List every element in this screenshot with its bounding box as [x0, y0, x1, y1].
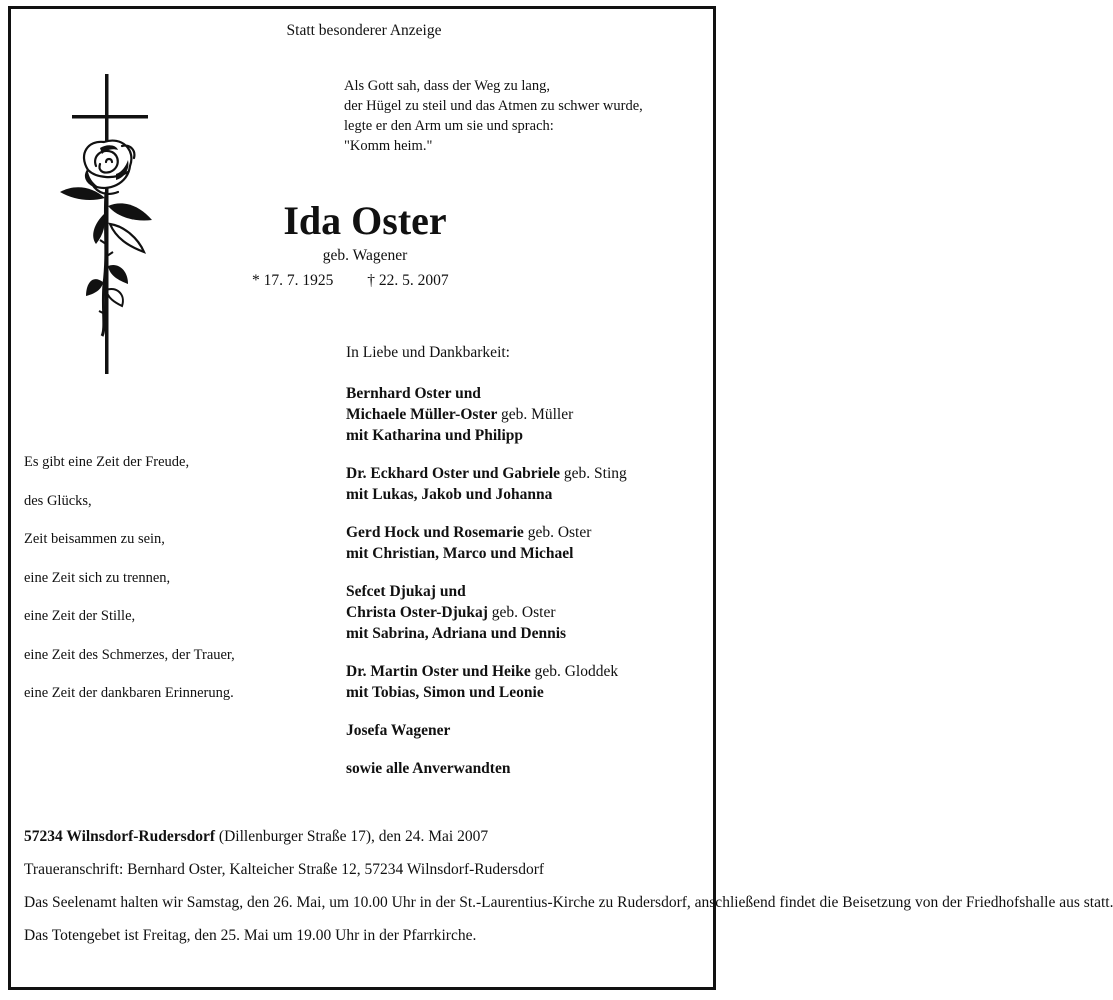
mourner-line: mit Lukas, Jakob und Johanna	[346, 486, 553, 503]
death-date: † 22. 5. 2007	[367, 272, 449, 289]
mourner-line: Dr. Eckhard Oster und Gabriele geb. Sting	[346, 465, 627, 482]
birth-date: * 17. 7. 1925	[252, 272, 334, 289]
mourners-list	[346, 342, 627, 779]
notice-footer	[24, 826, 1113, 946]
place-date-line: 57234 Wilnsdorf-Rudersdorf (Dillenburger Straße 17), den 24. Mai 2007	[24, 828, 489, 845]
birth-name: geb. Wagener	[322, 247, 408, 264]
notice-header: Statt besonderer Anzeige	[286, 22, 442, 39]
mourner-line: Bernhard Oster und	[346, 385, 481, 402]
top-poem-line: Als Gott sah, dass der Weg zu lang,	[344, 78, 550, 94]
top-poem-line: legte er den Arm um sie und sprach:	[344, 118, 554, 134]
left-poem-line: eine Zeit der dankbaren Erinnerung.	[24, 685, 234, 701]
mourner-line: Michaele Müller-Oster geb. Müller	[346, 406, 574, 423]
life-dates	[252, 272, 449, 290]
requiem-info: Das Seelenamt halten wir Samstag, den 26. Mai, um 10.00 Uhr in der St.-Laurentius-Kirche zu Rudersdorf, anschließend findet die Beisetzung von der Friedhofshalle aus statt.	[24, 894, 1113, 911]
left-poem-line: eine Zeit des Schmerzes, der Trauer,	[24, 646, 235, 663]
left-poem-line: eine Zeit der Stille,	[24, 608, 136, 624]
mourner-group	[346, 720, 627, 741]
mourner-line: Christa Oster-Djukaj geb. Oster	[346, 604, 556, 621]
prayer-info: Das Totengebet ist Freitag, den 25. Mai um 19.00 Uhr in der Pfarrkirche.	[24, 927, 477, 944]
mourning-address: Traueranschrift: Bernhard Oster, Kalteicher Straße 12, 57234 Wilnsdorf-Rudersdorf	[24, 861, 545, 878]
mourner-line: Dr. Martin Oster und Heike geb. Gloddek	[346, 663, 619, 680]
mourner-line: mit Tobias, Simon und Leonie	[346, 684, 544, 701]
left-poem-line: eine Zeit sich zu trennen,	[24, 569, 171, 586]
mourner-group	[346, 661, 627, 703]
left-poem	[24, 452, 235, 722]
mourner-line: mit Katharina und Philipp	[346, 427, 524, 444]
mourner-group	[346, 463, 627, 505]
mourner-line: Josefa Wagener	[346, 722, 451, 739]
top-poem-line: der Hügel zu steil und das Atmen zu schwer wurde,	[344, 98, 643, 114]
mourner-line: Gerd Hock und Rosemarie geb. Oster	[346, 524, 592, 541]
mourners-intro: In Liebe und Dankbarkeit:	[346, 344, 510, 361]
mourner-relatives: sowie alle Anverwandten	[346, 760, 511, 777]
top-poem	[344, 76, 643, 156]
left-poem-line: des Glücks,	[24, 492, 92, 509]
left-poem-line: Es gibt eine Zeit der Freude,	[24, 454, 190, 470]
mourner-line: mit Sabrina, Adriana und Dennis	[346, 625, 567, 642]
deceased-name: Ida Oster	[283, 198, 447, 243]
mourner-group	[346, 383, 627, 446]
top-poem-line: "Komm heim."	[344, 138, 433, 154]
mourner-line: Sefcet Djukaj und	[346, 583, 466, 600]
mourner-group	[346, 581, 627, 644]
mourner-line: mit Christian, Marco und Michael	[346, 545, 574, 562]
left-poem-line: Zeit beisammen zu sein,	[24, 531, 165, 547]
mourner-group	[346, 522, 627, 564]
cross-rose-icon	[56, 74, 160, 376]
